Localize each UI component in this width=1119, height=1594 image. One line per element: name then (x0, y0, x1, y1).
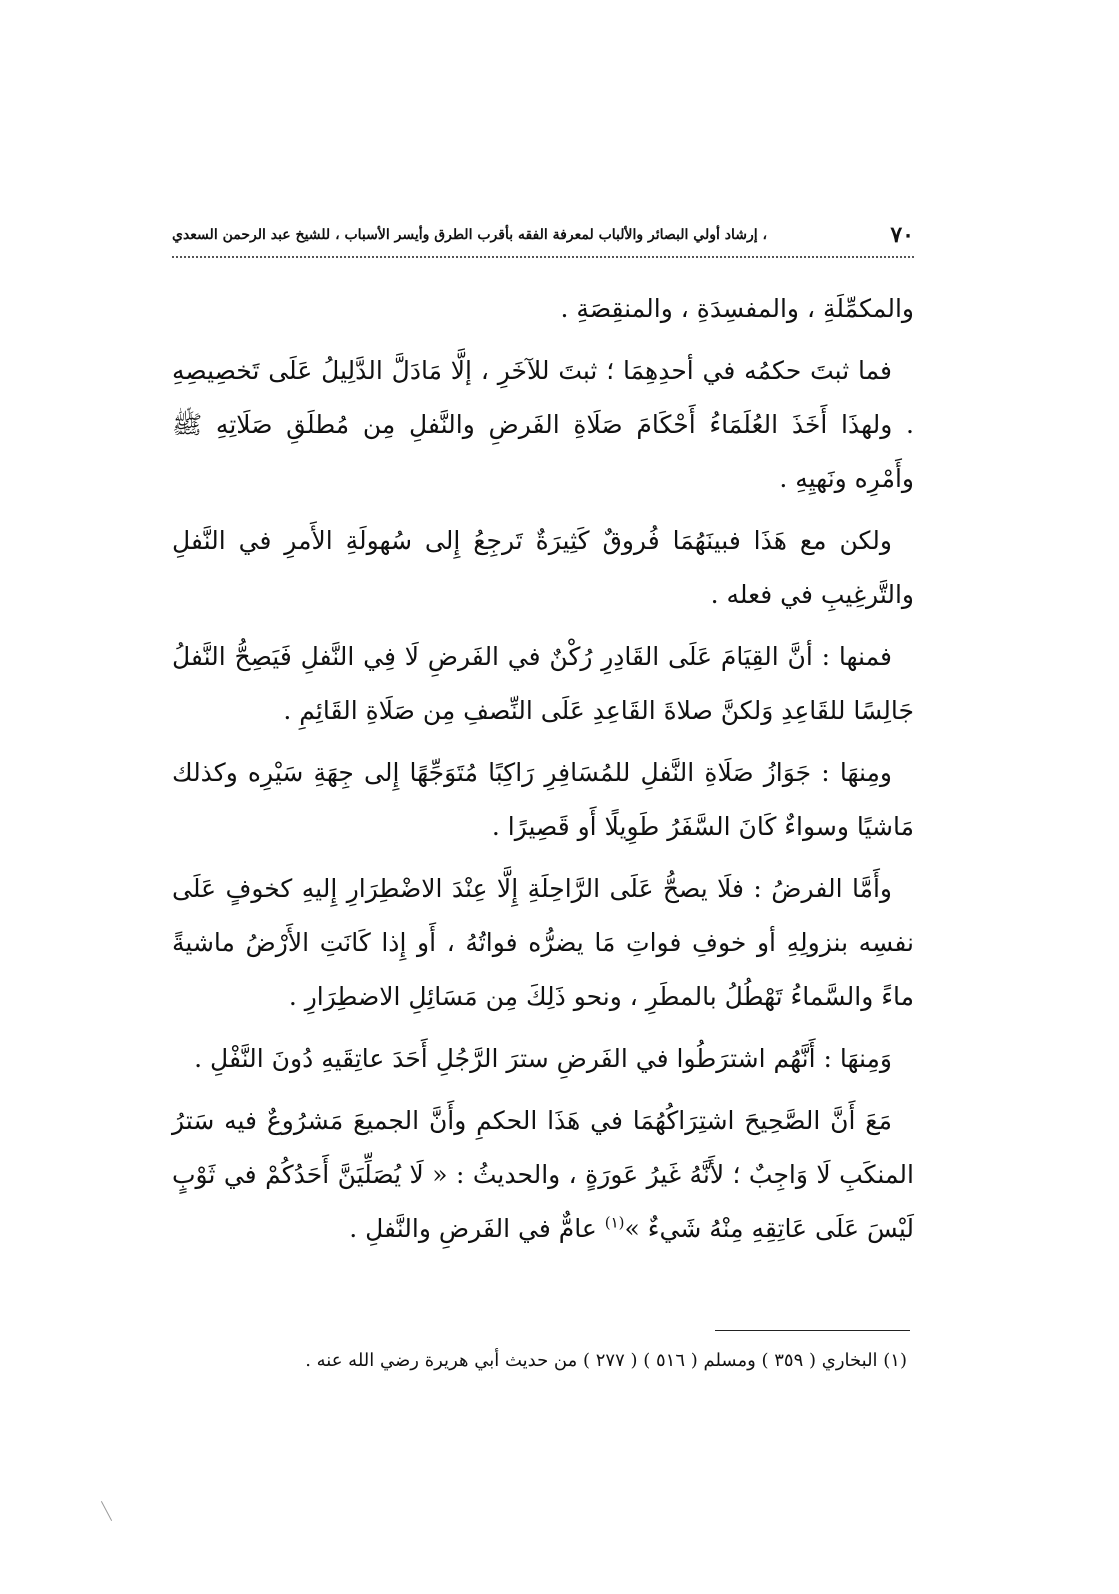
footnote-reference[interactable]: (١) (604, 1213, 625, 1232)
paragraph: ومِنهَا : جَوَازُ صَلَاةِ النَّفلِ للمُسَافِرِ رَاكِبًا مُتَوَجِّهًا إِلى جِهَةِ سَيْرِه وكذلك مَاشيًا وسواءٌ كَانَ السَّفَرُ طَوِيلًا أَو قَصِيرًا . (172, 758, 914, 841)
footnote-divider (715, 1330, 910, 1331)
paragraph-text: عامٌّ في الفَرضِ والنَّفلِ . (349, 1214, 605, 1243)
paragraph: فما ثبتَ حكمُه في أحدِهِمَا ؛ ثبتَ للآخَرِ ، إلَّا مَادَلَّ الدَّلِيلُ عَلَى تَخصِيصِهِ . ولهذَا أَخَذَ العُلَمَاءُ أَحْكَامَ صَلَاةِ الفَرضِ والنَّفلِ مِن مُطلَقِ صَلَاتِهِ ﷺ وأَمْرِه ونَهيِهِ . (172, 356, 914, 493)
page-number: ٧٠ (890, 222, 914, 248)
page-body (172, 282, 914, 1264)
header-divider (172, 256, 914, 258)
paragraph: وَمِنهَا : أَنَّهُم اشترَطُوا في الفَرضِ سترَ الرَّجُلِ أَحَدَ عاتِقَيهِ دُونَ النَّفْلِ . (194, 1044, 892, 1073)
page-header (172, 220, 914, 250)
running-title: ، إرشاد أولي البصائر والألباب لمعرفة الفقه بأقرب الطرق وأيسر الأسباب ، للشيخ عبد الرحمن السعدي (172, 227, 768, 243)
paragraph-with-footnote (172, 1094, 914, 1256)
paragraph: ولكن مع هَذَا فبينَهُمَا فُروقٌ كَثِيرَةٌ تَرجِعُ إِلى سُهولَةِ الأَمرِ في النَّفلِ والتَّرغِيبِ في فعله . (172, 526, 914, 609)
paragraph-text: مَعَ أَنَّ الصَّحِيحَ اشتِرَاكُهُمَا في هَذَا الحكمِ وأَنَّ الجميعَ مَشرُوعٌ فيه سَترُ المنكَبِ لَا وَاجِبٌ ؛ لأَنَّهُ غَيرُ عَورَةٍ ، والحديثُ : « لَا يُصَلِّيَنَّ أَحَدُكُمْ في ثَوْبٍ لَيْسَ عَلَى عَاتِقِهِ مِنْهُ شَيءٌ » (172, 1106, 914, 1243)
paragraph: والمكمِّلَةِ ، والمفسِدَةِ ، والمنقِصَةِ . (560, 294, 914, 323)
footnote: (١) البخاري ( ٣٥٩ ) ومسلم ( ٥١٦ ) ( ٢٧٧ ) من حديث أبي هريرة رضي الله عنه . (305, 1350, 907, 1371)
paragraph: فمنها : أنَّ القِيَامَ عَلَى القَادِرِ رُكْنٌ في الفَرضِ لَا فِي النَّفلِ فَيَصِحُّ النَّفلُ جَالِسًا للقَاعِدِ وَلكنَّ صلاةَ القَاعِدِ عَلَى النِّصفِ مِن صَلَاةِ القَائِمِ . (172, 642, 914, 725)
paragraph: وأَمَّا الفرضُ : فلَا يصحُّ عَلَى الرَّاحِلَةِ إِلَّا عِنْدَ الاضْطِرَارِ إِليهِ كخوفٍ عَلَى نفسِه بنزولِهِ أو خوفِ فواتِ مَا يضرُّه فواتُهُ ، أَو إِذا كَانَتِ الأَرْضُ ماشيةً ماءً والسَّماءُ تَهْطُلُ بالمطَرِ ، ونحو ذَلِكَ مِن مَسَائِلِ الاضطِرَارِ . (172, 874, 914, 1011)
scan-mark (101, 1501, 112, 1521)
